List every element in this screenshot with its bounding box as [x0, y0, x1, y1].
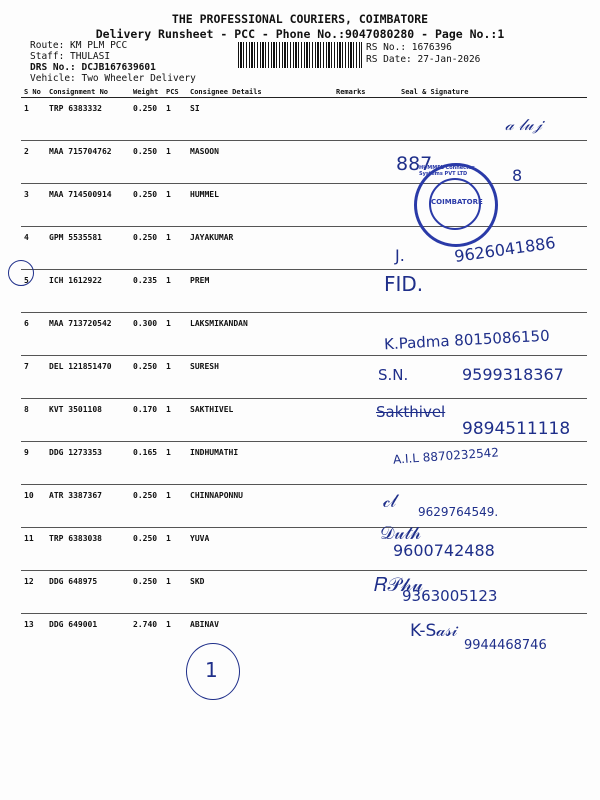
cell-sno: 3 [21, 184, 46, 227]
cell-consignee: SAKTHIVEL [187, 399, 333, 442]
rs-date: RS Date: 27-Jan-2026 [366, 54, 481, 65]
cell-pcs: 1 [163, 270, 187, 313]
cell-consignment: GPM 5535581 [46, 227, 130, 270]
cell-consignee: HUMMEL [187, 184, 333, 227]
cell-sno: 11 [21, 528, 46, 571]
signature-row-8: Sakthivel [376, 403, 446, 421]
table-row [21, 442, 587, 485]
cell-weight: 2.740 [133, 620, 158, 629]
cell-sno: 4 [21, 227, 46, 270]
staff-label: Staff: THULASI [30, 51, 111, 62]
rs-number: RS No.: 1676396 [366, 42, 452, 53]
cell-consignment: TRP 6383038 [46, 528, 130, 571]
cell-weight: 0.300 [130, 313, 163, 356]
cell-consignment: DDG 649001 [49, 620, 98, 629]
cell-sno: 1 [21, 98, 46, 141]
cell-pcs: 1 [163, 356, 187, 399]
cell-pcs: 1 [163, 227, 187, 270]
signature-row-1: 𝒶 𝓁𝓊𝒿 [505, 115, 542, 134]
cell-remarks [333, 442, 377, 485]
circled-page-mark [186, 643, 240, 700]
cell-sno: 6 [21, 313, 46, 356]
barcode [238, 42, 362, 68]
cell-consignee: PREM [187, 270, 333, 313]
cell-weight: 0.250 [130, 227, 163, 270]
signature-row-13: K-S𝒶𝓈𝒾 [410, 621, 458, 641]
handwriting-row-4: 9626041886 [453, 233, 557, 266]
cell-remarks [333, 98, 377, 141]
cell-remarks [333, 614, 377, 657]
cell-pcs: 1 [166, 620, 171, 629]
signature-row-11: 𝒟𝓊𝓉𝒽 [380, 523, 421, 544]
cell-consignment: DDG 648975 [46, 571, 130, 614]
table-row [21, 184, 587, 227]
handwriting-row-9: A.I.L 8870232542 [392, 445, 500, 467]
cell-remarks [333, 399, 377, 442]
col-sno: S No [21, 86, 46, 98]
cell-remarks [333, 571, 377, 614]
cell-consignee: JAYAKUMAR [187, 227, 333, 270]
cell-pcs: 1 [163, 313, 187, 356]
cell-pcs: 1 [163, 528, 187, 571]
cell-weight: 0.235 [130, 270, 163, 313]
table-row [21, 485, 587, 528]
company-seal: COIMBATORE HUMMEL Connector Systems PVT LTD [414, 163, 498, 247]
cell-remarks [333, 184, 377, 227]
cell-remarks [333, 313, 377, 356]
cell-pcs: 1 [163, 98, 187, 141]
col-weight: Weight [130, 86, 163, 98]
cell-consignment: DEL 121851470 [46, 356, 130, 399]
cell-consignment: MAA 713720542 [46, 313, 130, 356]
cell-weight: 0.250 [130, 141, 163, 184]
table-row [21, 270, 587, 313]
cell-remarks [333, 528, 377, 571]
cell-remarks [333, 356, 377, 399]
signature-row-10: 𝒸𝓁 [383, 491, 397, 512]
company-title: THE PROFESSIONAL COURIERS, COIMBATORE [171, 12, 429, 26]
cell-pcs: 1 [163, 485, 187, 528]
vehicle-label: Vehicle: Two Wheeler Delivery [30, 73, 196, 84]
col-remarks: Remarks [333, 86, 377, 98]
cell-consignee: SI [187, 98, 333, 141]
col-pcs: PCS [163, 86, 187, 98]
cell-sno: 10 [21, 485, 46, 528]
table-row [21, 141, 587, 184]
cell-sno: 7 [21, 356, 46, 399]
runsheet-title: Delivery Runsheet - PCC - Phone No.:9047080280 - Page No.:1 [95, 27, 505, 41]
cell-consignment: ICH 1612922 [46, 270, 130, 313]
cell-sno: 9 [21, 442, 46, 485]
cell-signature [377, 98, 587, 141]
cell-pcs: 1 [163, 399, 187, 442]
cell-sno: 5 [21, 270, 46, 313]
cell-consignee: ABINAV [190, 620, 219, 629]
signature-row-4: J. [395, 246, 405, 265]
drs-number: DRS No.: DCJB167639601 [30, 62, 156, 73]
handwriting-row-12: 9363005123 [402, 587, 498, 605]
cell-consignee: CHINNAPONNU [187, 485, 333, 528]
cell-weight: 0.250 [130, 184, 163, 227]
handwriting-row-6: K.Padma 8015086150 [383, 326, 551, 354]
cell-weight: 0.250 [130, 528, 163, 571]
cell-consignment: DDG 1273353 [46, 442, 130, 485]
cell-consignee: SKD [187, 571, 333, 614]
cell-consignment: KVT 3501108 [46, 399, 130, 442]
cell-consignment: ATR 3387367 [46, 485, 130, 528]
cell-consignment: MAA 715704762 [46, 141, 130, 184]
cell-weight: 0.250 [130, 571, 163, 614]
table-row [21, 98, 587, 141]
cell-weight: 0.165 [130, 442, 163, 485]
cell-pcs: 1 [163, 184, 187, 227]
cell-pcs: 1 [163, 571, 187, 614]
handwriting-row-11: 9600742488 [393, 541, 495, 560]
cell-remarks [333, 270, 377, 313]
cell-remarks [333, 227, 377, 270]
cell-remarks [333, 141, 377, 184]
cell-pcs: 1 [163, 442, 187, 485]
handwriting-row-2: 887 [396, 153, 433, 175]
cell-sno: 2 [21, 141, 46, 184]
handwriting-row-13: 9944468746 [464, 638, 547, 653]
cell-sno: 13 [24, 620, 34, 629]
cell-sno: 12 [21, 571, 46, 614]
signature-row-7: S.N. [378, 366, 409, 384]
col-signature: Seal & Signature [377, 86, 587, 98]
handwriting-row-5: FID. [384, 272, 424, 296]
cell-consignee: LAKSMIKANDAN [187, 313, 333, 356]
cell-consignment: MAA 714500914 [46, 184, 130, 227]
page-mark-digit: 1 [205, 658, 218, 682]
handwriting-row-7: 9599318367 [462, 365, 564, 384]
cell-consignee: YUVA [187, 528, 333, 571]
cell-consignment: TRP 6383332 [46, 98, 130, 141]
cell-consignee: INDHUMATHI [187, 442, 333, 485]
cell-weight: 0.250 [130, 98, 163, 141]
handwriting-row-2b: 8 [512, 166, 523, 185]
table-header-row [21, 86, 587, 98]
cell-consignee: SURESH [187, 356, 333, 399]
col-consignee: Consignee Details [187, 86, 333, 98]
cell-sno: 8 [21, 399, 46, 442]
handwriting-row-8: 9894511118 [462, 419, 571, 439]
cell-weight: 0.250 [130, 356, 163, 399]
cell-weight: 0.250 [130, 485, 163, 528]
signature-row-12: 𝑅𝒫𝒽𝓊 [374, 574, 423, 596]
col-consignment: Consignment No [46, 86, 130, 98]
route-label: Route: KM PLM PCC [30, 40, 128, 51]
table-row [21, 528, 587, 571]
cell-weight: 0.170 [130, 399, 163, 442]
handwriting-row-10: 9629764549. [418, 505, 499, 519]
cell-remarks [333, 485, 377, 528]
cell-pcs: 1 [163, 141, 187, 184]
circled-row-5-mark [8, 260, 34, 286]
table-row [21, 571, 587, 614]
cell-consignee: MASOON [187, 141, 333, 184]
